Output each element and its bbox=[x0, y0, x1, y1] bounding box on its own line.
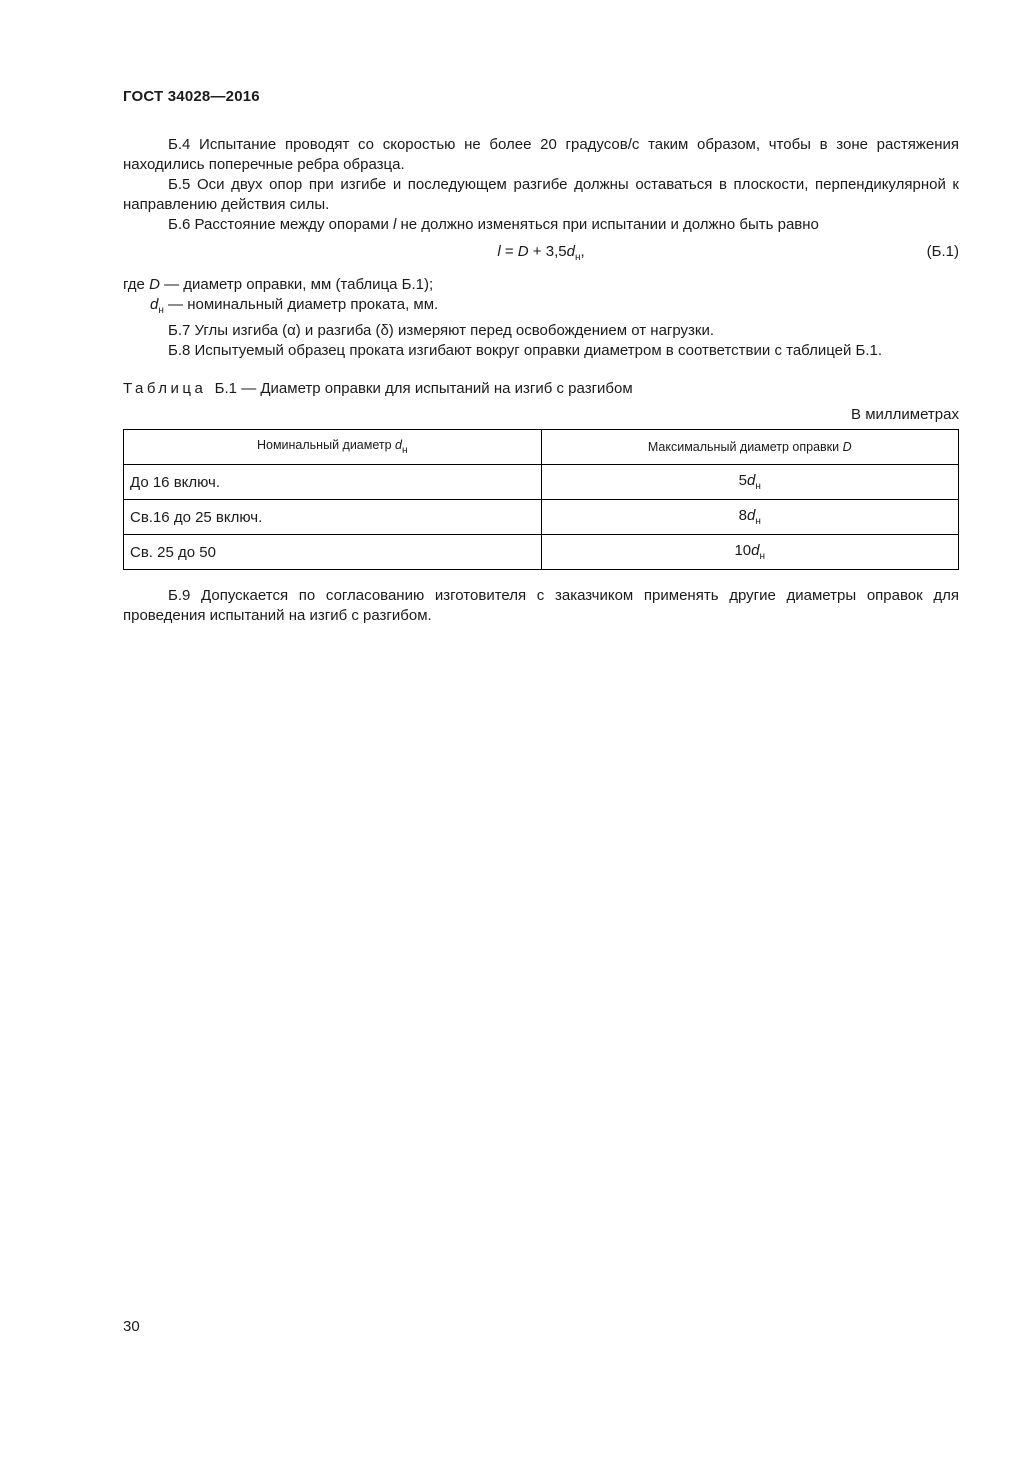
dn-subscript: н bbox=[158, 305, 164, 316]
mandrel-value-cell bbox=[541, 500, 959, 535]
mandrel-var: d bbox=[746, 472, 756, 489]
mandrel-sub: н bbox=[755, 516, 761, 527]
paragraph-b7: Б.7 Углы изгиба (α) и разгиба (δ) измеряют перед освобождением от нагрузки. bbox=[168, 322, 715, 339]
table-header-max-mandrel-diameter bbox=[541, 430, 959, 465]
header-col1-sub: н bbox=[402, 445, 408, 456]
formula-subscript: н bbox=[574, 252, 581, 263]
dn-var-d: d bbox=[150, 296, 159, 313]
table-row bbox=[124, 465, 959, 500]
formula-comma: , bbox=[580, 243, 585, 260]
header-col1-text: Номинальный диаметр bbox=[256, 438, 396, 452]
mandrel-sub: н bbox=[759, 551, 766, 562]
mandrel-value: 8 bbox=[738, 507, 747, 524]
formula-expression bbox=[497, 243, 585, 263]
header-col2-text: Максимальный диаметр оправки bbox=[647, 440, 843, 454]
mandrel-sub: н bbox=[755, 481, 761, 492]
mandrel-var: d bbox=[746, 507, 756, 524]
diameter-range-cell: До 16 включ. bbox=[124, 465, 542, 500]
where-post: — диаметр оправки, мм (таблица Б.1); bbox=[159, 276, 434, 293]
table-row bbox=[124, 535, 959, 570]
formula-b1 bbox=[123, 242, 959, 268]
variable-l: l bbox=[393, 216, 397, 233]
table-header-row bbox=[124, 430, 959, 465]
header-col1-var: d bbox=[395, 438, 402, 452]
table-caption-dash: — bbox=[237, 380, 261, 397]
table-row bbox=[124, 500, 959, 535]
formula-var-d: d bbox=[566, 243, 575, 260]
formula-var-D: D bbox=[517, 243, 529, 260]
paragraph-b6-post: не должно изменяться при испытании и должно быть равно bbox=[396, 216, 819, 233]
where-pre: где bbox=[123, 276, 150, 293]
dn-post: — номинальный диаметр проката, мм. bbox=[163, 296, 439, 313]
mandrel-value: 5 bbox=[738, 472, 747, 489]
paragraph-b6-pre: Б.6 Расстояние между опорами bbox=[168, 216, 393, 233]
formula-plus-term: + 3,5 bbox=[528, 243, 567, 260]
formula-number: (Б.1) bbox=[926, 243, 959, 260]
table-header-nominal-diameter bbox=[124, 430, 542, 465]
paragraph-b5: Б.5 Оси двух опор при изгибе и последующем разгибе должны оставаться в плоскости, перпендикулярной к направлению действия силы. bbox=[123, 176, 959, 213]
table-caption-text: Диаметр оправки для испытаний на изгиб с разгибом bbox=[260, 380, 633, 397]
diameter-range-cell: Св.16 до 25 включ. bbox=[124, 500, 542, 535]
paragraph-b8: Б.8 Испытуемый образец проката изгибают вокруг оправки диаметром в соответствии с таблицей Б.1. bbox=[168, 342, 883, 359]
mandrel-var: d bbox=[751, 542, 760, 559]
mandrel-diameter-table bbox=[123, 429, 959, 570]
paragraph-b9: Б.9 Допускается по согласованию изготовителя с заказчиком применять другие диаметры оправок для проведения испытаний на изгиб с разгибом. bbox=[123, 587, 959, 624]
where-definition-D bbox=[123, 275, 959, 295]
header-col2-var: D bbox=[842, 440, 852, 454]
table-units-note: В миллиметрах bbox=[851, 406, 959, 423]
document-header: ГОСТ 34028—2016 bbox=[123, 88, 260, 105]
table-caption-word: Таблица bbox=[123, 380, 207, 397]
where-var-D: D bbox=[149, 276, 160, 293]
diameter-range-cell: Св. 25 до 50 bbox=[124, 535, 542, 570]
mandrel-value-cell bbox=[541, 535, 959, 570]
formula-var-l: l bbox=[497, 243, 501, 260]
table-caption-number: Б.1 bbox=[214, 380, 238, 397]
mandrel-value-cell bbox=[541, 465, 959, 500]
mandrel-value: 10 bbox=[734, 542, 752, 559]
paragraph-b4: Б.4 Испытание проводят со скоростью не более 20 градусов/с таким образом, чтобы в зоне растяжения находились поперечные ребра образца. bbox=[123, 136, 959, 173]
where-definition-dn bbox=[123, 295, 959, 321]
table-caption bbox=[123, 379, 959, 399]
paragraph-b6 bbox=[123, 215, 959, 235]
formula-equals: = bbox=[500, 243, 518, 260]
page-number: 30 bbox=[123, 1318, 140, 1335]
